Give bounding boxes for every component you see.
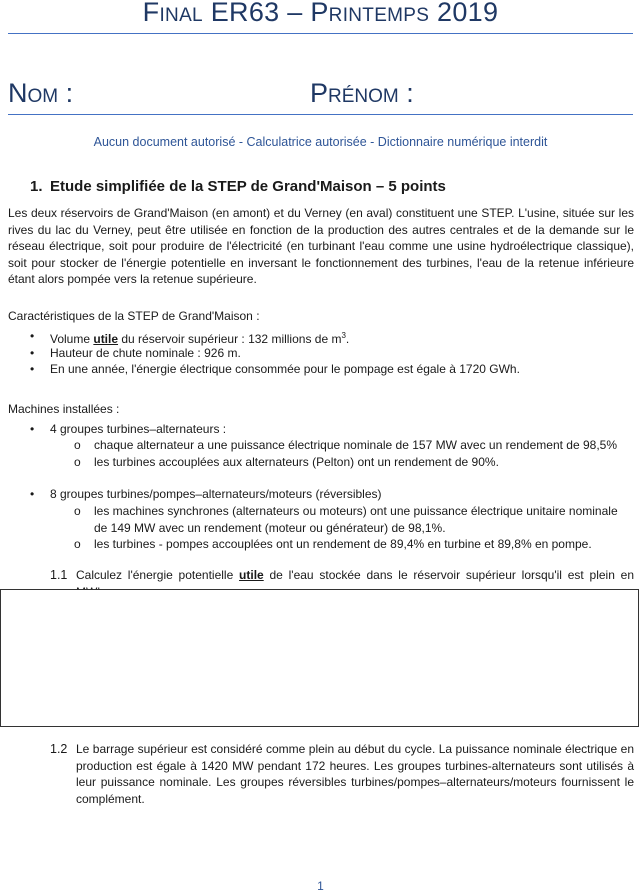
page-number: 1 <box>317 879 324 893</box>
question-number: 1.1 <box>50 568 68 582</box>
list-item: • En une année, l'énergie électrique consommée pour le pompage est égale à 1720 GWh. <box>30 362 520 376</box>
section-intro: Les deux réservoirs de Grand'Maison (en amont) et du Verney (en aval) constituent une STEP. L'usine, située sur les rives du lac du Verney, peut être utilisée en fonction de la production des autres centrales et de la demande sur le réseau électrique, soit pour produire de l'électricité (en turbinant l'eau comme une usine hydroélectrique classique), soit pour stocker de l'énergie potentielle en inversant le fonctionnement des turbines, l'eau de la retenue inférieure étant alors pompée vers la retenue supérieure. <box>8 206 634 286</box>
bullet-icon: • <box>30 329 35 343</box>
characteristics-heading: Caractéristiques de la STEP de Grand'Maison : <box>8 309 260 323</box>
list-item: o chaque alternateur a une puissance électrique nominale de 157 MW avec un rendement de 98,5% <box>74 438 618 452</box>
section-number: 1. <box>30 178 43 195</box>
exam-rules: Aucun document autorisé - Calculatrice autorisée - Dictionnaire numérique interdit <box>93 135 548 149</box>
section-title: Etude simplifiée de la STEP de Grand'Maison – 5 points <box>50 178 446 195</box>
exam-title: Final ER63 – Printemps 2019 <box>142 0 499 27</box>
firstname-label: Prénom : <box>310 78 414 108</box>
list-item: • 8 groupes turbines/pompes–alternateurs/moteurs (réversibles) <box>30 487 382 501</box>
question-text: Le barrage supérieur est considéré comme plein au début du cycle. La puissance nominale électrique en production est égale à 1420 MW pendant 172 heures. Les groupes turbines-alternateurs sont utilisés à leur puissance nominale. Les groupes réversibles turbines/pompes–alternateurs/moteurs fournissent le complément. <box>76 742 634 806</box>
answer-box[interactable] <box>0 589 639 727</box>
bullet-icon: • <box>30 345 35 360</box>
machines-group-1 <box>30 421 226 438</box>
list-item: • Hauteur de chute nominale : 926 m. <box>30 345 241 360</box>
circle-bullet-icon: o <box>74 438 81 452</box>
list-item: o les turbines accouplées aux alternateurs (Pelton) ont un rendement de 90%. <box>74 454 499 469</box>
title-divider <box>8 33 633 34</box>
machines-group-2 <box>30 486 382 503</box>
bullet-icon: • <box>30 422 35 436</box>
circle-bullet-icon: o <box>74 454 81 469</box>
emphasis-utile: utile <box>93 332 119 346</box>
name-label: Nom : <box>8 78 74 108</box>
question-text: Calculez l'énergie potentielle utile de l'eau stockée dans le réservoir supérieur lorsqu'il est plein en <box>76 568 635 582</box>
question-number: 1.2 <box>50 742 68 756</box>
list-item: • Volume utile du réservoir supérieur : 132 millions de $m^3$. <box>30 329 350 346</box>
machines-group-1-items <box>74 437 634 470</box>
identity-divider <box>8 114 633 115</box>
list-item: • 4 groupes turbines–alternateurs : <box>30 422 227 436</box>
section-heading <box>30 177 446 197</box>
bullet-icon: • <box>30 487 35 501</box>
characteristics-list <box>30 328 520 378</box>
identity-row <box>8 76 633 112</box>
emphasis-utile: utile <box>239 568 264 582</box>
list-item: o les turbines - pompes accouplées ont un rendement de 89,4% en turbine et 89,8% en pompe. <box>74 537 592 551</box>
list-item: o les machines synchrones (alternateurs ou moteurs) ont une puissance électrique unitaire nominale de 149 MW avec un rendement (moteur ou générateur) de 98,1%. <box>74 504 618 535</box>
circle-bullet-icon: o <box>74 537 81 551</box>
bullet-icon: • <box>30 362 35 376</box>
machines-group-2-items <box>74 503 634 553</box>
machines-heading: Machines installées : <box>8 402 120 416</box>
circle-bullet-icon: o <box>74 504 81 518</box>
